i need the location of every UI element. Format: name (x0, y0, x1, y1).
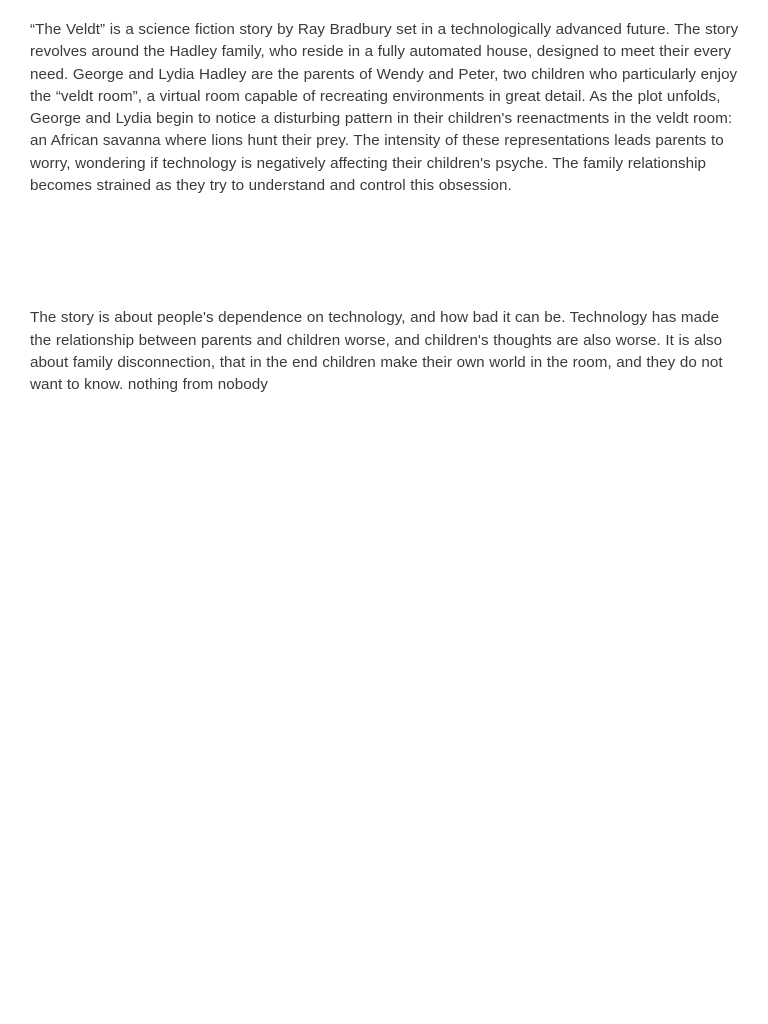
summary-paragraph: “The Veldt” is a science fiction story by Ray Bradbury set in a technologically advanced future. The story revolves around the Hadley family, who reside in a fully automated house, designed to meet their every need. George and Lydia Hadley are the parents of Wendy and Peter, two children who particularly enjoy the “veldt room”, a virtual room capable of recreating environments in great detail. As the plot unfolds, George and Lydia begin to notice a disturbing pattern in their children's reenactments in the veldt room: an African savanna where lions hunt their prey. The intensity of these representations leads parents to worry, wondering if technology is negatively affecting their children's psyche. The family relationship becomes strained as they try to understand and control this obsession. (30, 21, 739, 195)
theme-paragraph: The story is about people's dependence on technology, and how bad it can be. Technology has made the relationship between parents and children worse, and children's thoughts are also worse. It is also about family disconnection, that in the end children make their own world in the room, and they do not want to know. nothing from nobody (30, 309, 723, 394)
paragraph-spacer (30, 197, 742, 307)
document-body (30, 19, 742, 397)
